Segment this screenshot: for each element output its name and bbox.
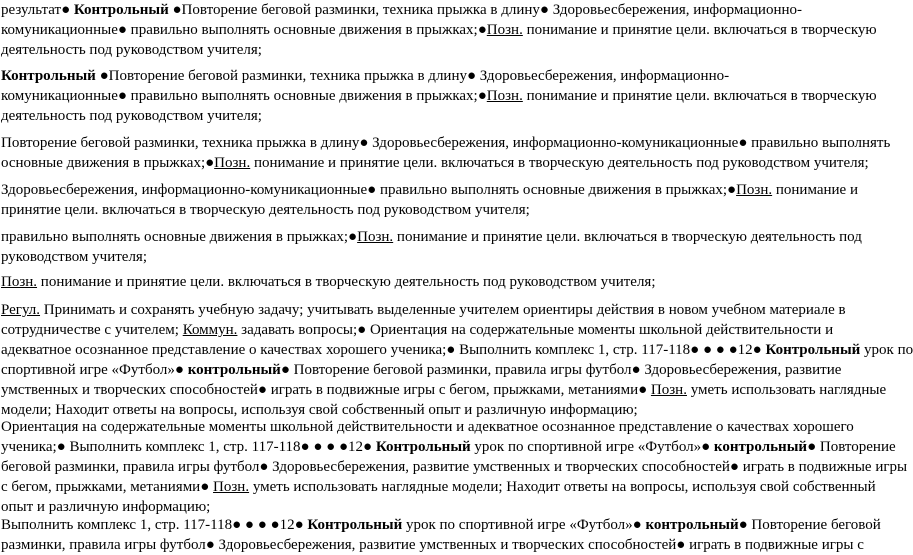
text-line: руководством учителя; xyxy=(1,249,147,265)
text-line: беговой разминки, правила игры футбол● Здоровьесбережения, развитие умственных и творческих способностей● играть в подвижные игры xyxy=(1,459,908,475)
paragraph-6 xyxy=(1,272,813,292)
paragraph-2 xyxy=(1,66,877,126)
bold-term: контрольный xyxy=(713,439,808,455)
text-line: адекватное осознанное представление о качествах хорошего ученика;● Выполнить комплекс 1, стр. 117-118● ● ● ●12● Контрольный урок по xyxy=(1,342,913,358)
underlined-term: Позн. xyxy=(650,382,687,398)
underlined-term: Позн. xyxy=(214,155,251,171)
text-line: Регул. Принимать и сохранять учебную задачу; учитывать выделенные учителем ориентиры действия в новом учебном материале в xyxy=(1,302,846,318)
text-line: спортивной игре «Футбол»● контрольный● Повторение беговой разминки, правила игры футбол● Здоровьесбережения, развитие xyxy=(1,362,842,378)
text-line: результат● Контрольный ●Повторение беговой разминки, техника прыжка в длину● Здоровьесбережения, информационно- xyxy=(1,2,803,18)
text-line: сотрудничестве с учителем; Коммун. задавать вопросы;● Ориентация на содержательные моменты школьной действительности и xyxy=(1,322,834,338)
underlined-term: Регул. xyxy=(1,302,41,318)
underlined-term: Позн. xyxy=(486,88,523,104)
underlined-term: Позн. xyxy=(1,274,38,290)
text-line: деятельность под руководством учителя; xyxy=(1,42,262,58)
paragraph-9 xyxy=(1,515,881,555)
paragraph-8 xyxy=(1,417,908,517)
text-line: принятие цели. включаться в творческую деятельность под руководством учителя; xyxy=(1,202,530,218)
text-line: Здоровьесбережения, информационно-комуникационные● правильно выполнять основные движения в прыжках;●Позн. понимание и xyxy=(1,182,858,198)
text-line: ученика;● Выполнить комплекс 1, стр. 117-118● ● ● ●12● Контрольный урок по спортивной игре «Футбол»● контрольный● Повторение xyxy=(1,439,896,455)
text-line: основные движения в прыжках;●Позн. понимание и принятие цели. включаться в творческую деятельность под руководством учителя; xyxy=(1,155,869,171)
text-line: деятельность под руководством учителя; xyxy=(1,108,262,124)
text-line: Ориентация на содержательные моменты школьной действительности и адекватное осознанное представление о качествах хорошего xyxy=(1,419,854,435)
text-line: Позн. понимание и принятие цели. включаться в творческую деятельность под руководством учителя; xyxy=(1,274,656,290)
text-line: разминки, правила игры футбол● Здоровьесбережения, развитие умственных и творческих способностей● играть в подвижные игры с xyxy=(1,537,864,553)
underlined-term: Позн. xyxy=(213,479,250,495)
underlined-term: Позн. xyxy=(486,22,523,38)
paragraph-1 xyxy=(1,0,877,60)
text-line: опыт и различную информацию; xyxy=(1,499,211,515)
underlined-term: Позн. xyxy=(357,229,394,245)
text-line: модели; Находит ответы на вопросы, используя свой собственный опыт и различную информацию; xyxy=(1,402,638,418)
bold-term: Контрольный xyxy=(1,68,96,84)
text-line: правильно выполнять основные движения в прыжках;●Позн. понимание и принятие цели. включаться в творческую деятельность под xyxy=(1,229,862,245)
paragraph-4 xyxy=(1,180,858,220)
bold-term: контрольный xyxy=(645,517,739,533)
text-line: с бегом, прыжками, метаниями● Позн. уметь использовать наглядные модели; Находит ответы на вопросы, используя свой собственный xyxy=(1,479,876,495)
bold-term: Контрольный xyxy=(307,517,403,533)
text-line: умственных и творческих способностей● играть в подвижные игры с бегом, прыжками, метаниями● Позн. уметь использовать наглядные xyxy=(1,382,887,398)
underlined-term: Позн. xyxy=(736,182,773,198)
bold-term: Контрольный xyxy=(375,439,471,455)
text-line: Контрольный ●Повторение беговой разминки, техника прыжка в длину● Здоровьесбережения, информационно- xyxy=(1,68,730,84)
text-line: Выполнить комплекс 1, стр. 117-118● ● ● ●12● Контрольный урок по спортивной игре «Футбол»● контрольный● Повторение беговой xyxy=(1,517,881,533)
paragraph-3 xyxy=(1,133,891,173)
bold-term: контрольный xyxy=(187,362,281,378)
bold-term: Контрольный xyxy=(73,2,169,18)
text-line: Повторение беговой разминки, техника прыжка в длину● Здоровьесбережения, информационно-комуникационные● правильно выполнять xyxy=(1,135,891,151)
underlined-term: Коммун. xyxy=(182,322,238,338)
paragraph-5 xyxy=(1,227,862,267)
paragraph-7 xyxy=(1,300,913,420)
text-line: комуникационные● правильно выполнять основные движения в прыжках;●Позн. понимание и принятие цели. включаться в творческую xyxy=(1,22,877,38)
bold-term: Контрольный xyxy=(765,342,861,358)
text-line: комуникационные● правильно выполнять основные движения в прыжках;●Позн. понимание и принятие цели. включаться в творческую xyxy=(1,88,877,104)
